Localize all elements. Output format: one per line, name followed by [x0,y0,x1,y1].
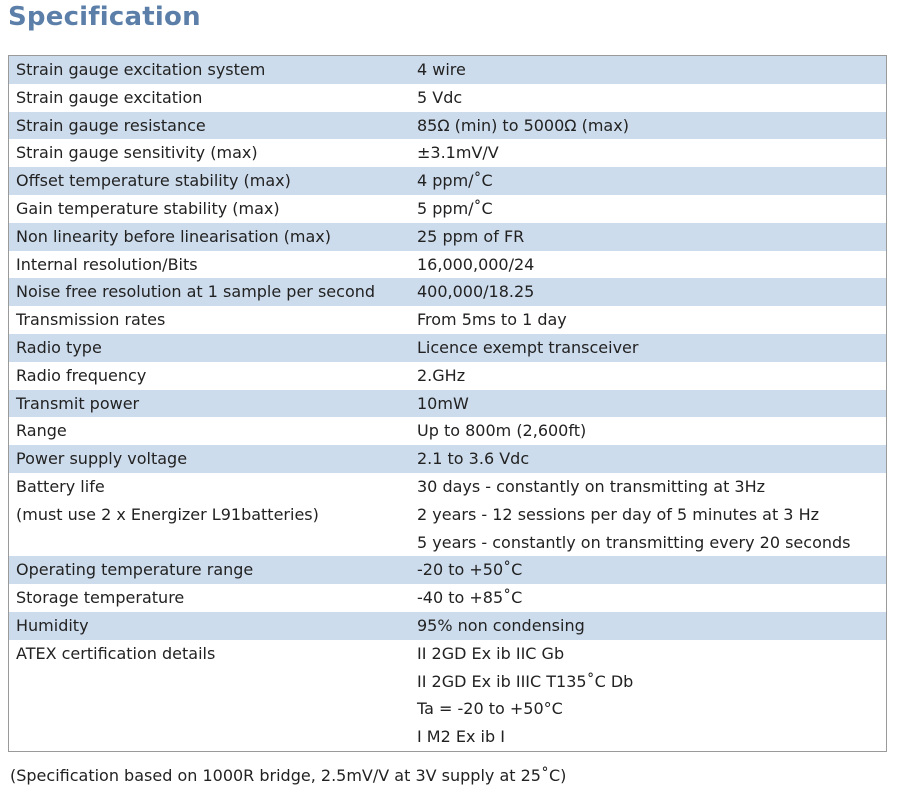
parameter-cell [9,223,417,251]
value-text: Ta = -20 to +50°C [417,699,563,719]
table-row [9,473,886,556]
value-text: 30 days - constantly on transmitting at 3Hz [417,476,766,496]
value-cell [417,195,886,223]
parameter-cell [9,139,417,167]
table-row [9,112,886,140]
parameter-cell [9,278,417,306]
value-cell [417,362,886,390]
parameter-cell [9,640,417,751]
parameter-cell [9,334,417,362]
parameter-text: Range [16,421,67,441]
value-cell [417,306,886,334]
parameter-text: Battery life [16,476,105,496]
parameter-text: Transmission rates [16,310,166,330]
value-text: II 2GD Ex ib IIC Gb [417,643,565,663]
table-row [9,223,886,251]
value-text: 4 ppm/˚C [417,171,493,191]
value-cell [417,223,886,251]
parameter-text: Noise free resolution at 1 sample per second [16,282,376,302]
specification-table [8,55,887,752]
parameter-text: Strain gauge excitation system [16,60,266,79]
table-row [9,390,886,418]
value-text: 4 wire [417,60,466,79]
parameter-text: Gain temperature stability (max) [16,198,280,218]
value-cell [417,167,886,195]
parameter-cell [9,306,417,334]
value-text: 2.1 to 3.6 Vdc [417,449,530,469]
parameter-text: Operating temperature range [16,560,254,580]
parameter-text: Strain gauge excitation [16,87,203,107]
parameter-cell [9,112,417,140]
value-cell [417,84,886,112]
parameter-cell [9,556,417,584]
table-row [9,139,886,167]
value-text: 2 years - 12 sessions per day of 5 minutes at 3 Hz [417,504,819,524]
value-text: Licence exempt transceiver [417,337,639,357]
value-text: 25 ppm of FR [417,226,525,246]
table-row [9,56,886,84]
table-row [9,362,886,390]
parameter-text: Radio frequency [16,365,147,385]
value-cell [417,473,886,556]
value-cell [417,251,886,279]
parameter-cell [9,195,417,223]
value-text: 5 Vdc [417,87,463,107]
table-row [9,306,886,334]
table-row [9,584,886,612]
value-cell [417,612,886,640]
parameter-text: Internal resolution/Bits [16,254,198,274]
value-text: From 5ms to 1 day [417,310,567,330]
value-text: -40 to +85˚C [417,588,523,608]
parameter-text: Offset temperature stability (max) [16,171,291,191]
table-row [9,84,886,112]
parameter-cell [9,473,417,556]
parameter-cell [9,167,417,195]
table-row [9,445,886,473]
value-text: Up to 800m (2,600ft) [417,421,587,441]
value-cell [417,445,886,473]
table-row [9,278,886,306]
parameter-text: (must use 2 x Energizer L91batteries) [16,504,319,524]
value-text: II 2GD Ex ib IIIC T135˚C Db [417,671,634,691]
parameter-text: Strain gauge resistance [16,115,206,135]
parameter-cell [9,417,417,445]
value-text: 10mW [417,393,469,413]
parameter-cell [9,56,417,84]
value-cell [417,112,886,140]
parameter-cell [9,251,417,279]
parameter-text: Strain gauge sensitivity (max) [16,143,258,163]
table-row [9,640,886,751]
value-text: 16,000,000/24 [417,254,535,274]
specification-footnote: (Specification based on 1000R bridge, 2.5mV/V at 3V supply at 25˚C) [10,766,567,785]
value-text: 95% non condensing [417,615,585,635]
value-cell [417,584,886,612]
value-cell [417,640,886,751]
value-text: 5 ppm/˚C [417,198,493,218]
parameter-cell [9,445,417,473]
value-text: 85Ω (min) to 5000Ω (max) [417,115,629,135]
parameter-cell [9,84,417,112]
value-text: 5 years - constantly on transmitting every 20 seconds [417,532,851,552]
value-cell [417,556,886,584]
value-text: -20 to +50˚C [417,560,523,580]
value-cell [417,278,886,306]
parameter-cell [9,362,417,390]
parameter-cell [9,390,417,418]
table-row [9,195,886,223]
parameter-cell [9,612,417,640]
parameter-text: Transmit power [16,393,140,413]
page-title: Specification [8,2,201,32]
table-row [9,167,886,195]
parameter-cell [9,584,417,612]
parameter-text: ATEX certification details [16,643,216,663]
table-row [9,556,886,584]
parameter-text: Humidity [16,615,89,635]
parameter-text: Radio type [16,337,102,357]
value-cell [417,390,886,418]
parameter-text: Power supply voltage [16,449,188,469]
value-cell [417,56,886,84]
table-row [9,334,886,362]
table-row [9,417,886,445]
table-row [9,612,886,640]
value-cell [417,139,886,167]
value-text: 2.GHz [417,365,466,385]
value-cell [417,334,886,362]
value-cell [417,417,886,445]
value-text: 400,000/18.25 [417,282,535,302]
parameter-text: Non linearity before linearisation (max) [16,226,332,246]
value-text: ±3.1mV/V [417,143,499,163]
value-text: I M2 Ex ib I [417,727,505,747]
table-row [9,251,886,279]
parameter-text: Storage temperature [16,588,185,608]
